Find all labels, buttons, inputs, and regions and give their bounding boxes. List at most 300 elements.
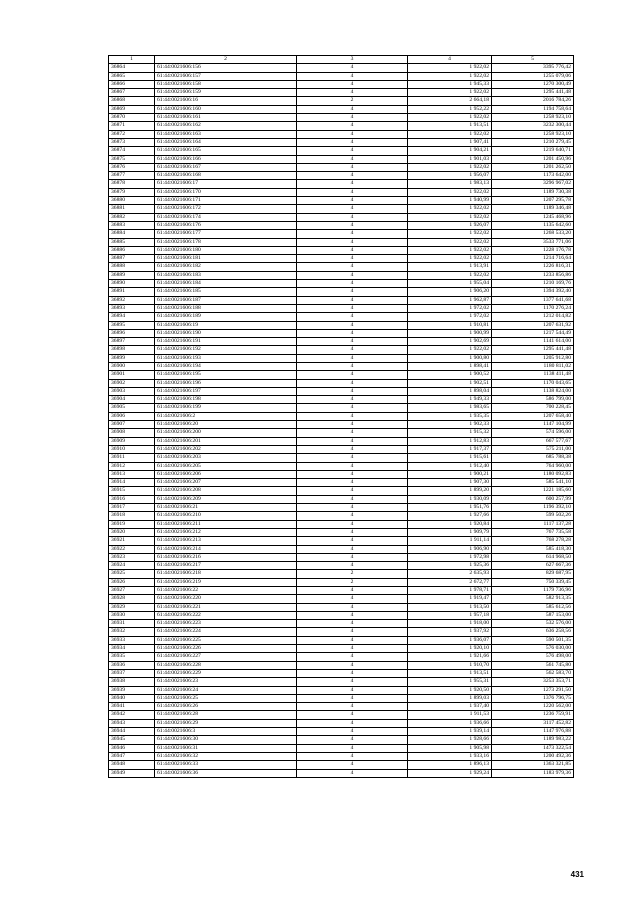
table-cell: 61:44:0021606:31 xyxy=(155,744,297,752)
table-cell: 61:44:0021606:210 xyxy=(155,512,297,520)
table-cell: 61:44:0021606:157 xyxy=(155,72,297,80)
table-header-row xyxy=(109,56,574,64)
table-cell: 4 xyxy=(297,354,408,362)
table-cell: 1 922,02 xyxy=(408,163,492,171)
table-cell: 36881 xyxy=(109,205,155,213)
table-cell: 1 983,13 xyxy=(408,180,492,188)
table-cell: 61:44:0021606:198 xyxy=(155,396,297,404)
table-cell: 36887 xyxy=(109,255,155,263)
table-cell: 1 972,98 xyxy=(408,553,492,561)
table-cell: 61:44:0021606:168 xyxy=(155,172,297,180)
table-cell: 36948 xyxy=(109,761,155,769)
table-cell: 36916 xyxy=(109,495,155,503)
table-cell: 1180 092,83 xyxy=(492,470,574,478)
table-cell: 1236 759,91 xyxy=(492,711,574,719)
table-row xyxy=(109,89,574,97)
table-cell: 700 228,45 xyxy=(492,404,574,412)
table-row xyxy=(109,412,574,420)
table-cell: 1226 816,31 xyxy=(492,263,574,271)
table-cell: 1 922,02 xyxy=(408,230,492,238)
table-cell: 36897 xyxy=(109,338,155,346)
table-cell: 1258 923,10 xyxy=(492,130,574,138)
table-cell: 61:44:0021606:172 xyxy=(155,205,297,213)
table-cell: 61:44:0021606:200 xyxy=(155,429,297,437)
table-row xyxy=(109,172,574,180)
table-cell: 61:44:0021606:24 xyxy=(155,686,297,694)
table-cell: 4 xyxy=(297,636,408,644)
table-cell: 1212 014,82 xyxy=(492,313,574,321)
table-cell: 1 913,50 xyxy=(408,603,492,611)
table-cell: 36870 xyxy=(109,114,155,122)
table-row xyxy=(109,603,574,611)
table-cell: 36947 xyxy=(109,752,155,760)
table-row xyxy=(109,537,574,545)
table-row xyxy=(109,694,574,702)
table-cell: 4 xyxy=(297,122,408,130)
table-row xyxy=(109,545,574,553)
table-cell: 1 951,76 xyxy=(408,504,492,512)
table-cell: 561 745,80 xyxy=(492,661,574,669)
table-cell: 61:44:0021606:178 xyxy=(155,238,297,246)
table-cell: 1207 631,92 xyxy=(492,321,574,329)
table-cell: 61:44:0021606:170 xyxy=(155,188,297,196)
table-cell: 36938 xyxy=(109,678,155,686)
table-row xyxy=(109,437,574,445)
table-cell: 1245 468,96 xyxy=(492,213,574,221)
table-cell: 1 922,02 xyxy=(408,238,492,246)
table-cell: 1228 176,78 xyxy=(492,246,574,254)
table-cell: 4 xyxy=(297,769,408,777)
table-cell: 1258 923,10 xyxy=(492,114,574,122)
page-number: 431 xyxy=(570,870,584,879)
table-cell: 1 920,50 xyxy=(408,686,492,694)
table-cell: 2 xyxy=(297,578,408,586)
table-cell: 1 915,32 xyxy=(408,429,492,437)
table-row xyxy=(109,562,574,570)
table-cell: 36879 xyxy=(109,188,155,196)
table-cell: 1179 736,96 xyxy=(492,587,574,595)
table-row xyxy=(109,487,574,495)
table-cell: 1 922,02 xyxy=(408,188,492,196)
table-cell: 61:44:0021606:220 xyxy=(155,595,297,603)
table-cell: 2 xyxy=(297,97,408,105)
table-cell: 61:44:0021606:214 xyxy=(155,545,297,553)
table-cell: 36889 xyxy=(109,271,155,279)
table-cell: 61:44:0021606:32 xyxy=(155,752,297,760)
table-cell: 586 799,00 xyxy=(492,396,574,404)
table-cell: 4 xyxy=(297,313,408,321)
table-cell: 1 935,35 xyxy=(408,412,492,420)
table-cell: 61:44:0021606:192 xyxy=(155,346,297,354)
table-cell: 36943 xyxy=(109,719,155,727)
table-cell: 1 910,70 xyxy=(408,661,492,669)
table-cell: 61:44:0021606:218 xyxy=(155,570,297,578)
table-cell: 61:44:0021606:222 xyxy=(155,611,297,619)
table-cell: 1 939,14 xyxy=(408,728,492,736)
table-cell: 61:44:0021606:213 xyxy=(155,537,297,545)
table-cell: 1 922,02 xyxy=(408,271,492,279)
table-cell: 1 921,66 xyxy=(408,653,492,661)
table-cell: 767 735,58 xyxy=(492,528,574,536)
table-row xyxy=(109,221,574,229)
table-cell: 61:44:0021606:171 xyxy=(155,197,297,205)
table-cell: 4 xyxy=(297,528,408,536)
table-cell: 1194 758,64 xyxy=(492,105,574,113)
table-cell: 587 153,00 xyxy=(492,611,574,619)
table-row xyxy=(109,520,574,528)
table-cell: 4 xyxy=(297,346,408,354)
table-cell: 61:44:0021606:156 xyxy=(155,64,297,72)
table-cell: 1 955,31 xyxy=(408,678,492,686)
table-cell: 764 960,00 xyxy=(492,462,574,470)
table-cell: 1 899,03 xyxy=(408,694,492,702)
table-cell: 36918 xyxy=(109,512,155,520)
table-cell: 1117 137,28 xyxy=(492,520,574,528)
table-row xyxy=(109,470,574,478)
table-cell: 4 xyxy=(297,362,408,370)
table-cell: 1473 322,54 xyxy=(492,744,574,752)
table-row xyxy=(109,736,574,744)
table-cell: 4 xyxy=(297,512,408,520)
table-cell: 36872 xyxy=(109,130,155,138)
table-row xyxy=(109,636,574,644)
table-cell: 36937 xyxy=(109,669,155,677)
table-cell: 1170 043,65 xyxy=(492,379,574,387)
table-cell: 1147 104,99 xyxy=(492,421,574,429)
table-cell: 1219 640,71 xyxy=(492,147,574,155)
table-cell: 4 xyxy=(297,238,408,246)
table-cell: 4 xyxy=(297,537,408,545)
table-cell: 3533 771,06 xyxy=(492,238,574,246)
table-cell: 1 906,20 xyxy=(408,288,492,296)
table-cell: 4 xyxy=(297,329,408,337)
table-row xyxy=(109,97,574,105)
table-cell: 1 925,36 xyxy=(408,562,492,570)
table-row xyxy=(109,421,574,429)
table-cell: 61:44:0021606:29 xyxy=(155,719,297,727)
table-cell: 1295 441,48 xyxy=(492,89,574,97)
table-cell: 4 xyxy=(297,711,408,719)
table-cell: 4 xyxy=(297,263,408,271)
table-cell: 36929 xyxy=(109,603,155,611)
table-cell: 36876 xyxy=(109,163,155,171)
table-cell: 4 xyxy=(297,396,408,404)
table-cell: 4 xyxy=(297,744,408,752)
table-cell: 4 xyxy=(297,105,408,113)
table-cell: 599 502,26 xyxy=(492,512,574,520)
table-cell: 61:44:0021606:194 xyxy=(155,362,297,370)
table-cell: 1 937,92 xyxy=(408,628,492,636)
table-cell: 1 896,13 xyxy=(408,761,492,769)
table-cell: 4 xyxy=(297,147,408,155)
table-cell: 4 xyxy=(297,172,408,180)
table-cell: 36886 xyxy=(109,246,155,254)
table-cell: 61:44:0021606:184 xyxy=(155,280,297,288)
table-cell: 4 xyxy=(297,545,408,553)
table-cell: 4 xyxy=(297,412,408,420)
table-cell: 36940 xyxy=(109,694,155,702)
table-cell: 582 913,35 xyxy=(492,595,574,603)
table-cell: 1 918,00 xyxy=(408,620,492,628)
table-cell: 4 xyxy=(297,628,408,636)
table-cell: 61:44:0021606:26 xyxy=(155,703,297,711)
table-row xyxy=(109,346,574,354)
table-row xyxy=(109,155,574,163)
table-cell: 3296 967,02 xyxy=(492,180,574,188)
table-row xyxy=(109,180,574,188)
table-cell: 1 900,21 xyxy=(408,470,492,478)
table-cell: 4 xyxy=(297,686,408,694)
table-cell: 36935 xyxy=(109,653,155,661)
table-cell: 36901 xyxy=(109,371,155,379)
table-cell: 36873 xyxy=(109,138,155,146)
table-cell: 4 xyxy=(297,80,408,88)
table-cell: 1 922,02 xyxy=(408,246,492,254)
table-cell: 36909 xyxy=(109,437,155,445)
table-cell: 36910 xyxy=(109,445,155,453)
table-cell: 4 xyxy=(297,520,408,528)
table-cell: 61:44:0021606:189 xyxy=(155,313,297,321)
table-cell: 1 962,87 xyxy=(408,296,492,304)
table-cell: 1141 614,00 xyxy=(492,338,574,346)
table-cell: 61:44:0021606:211 xyxy=(155,520,297,528)
table-cell: 1 907,41 xyxy=(408,138,492,146)
table-cell: 61:44:0021606:187 xyxy=(155,296,297,304)
table-cell: 1273 291,50 xyxy=(492,686,574,694)
table-cell: 4 xyxy=(297,255,408,263)
table-cell: 4 xyxy=(297,72,408,80)
table-cell: 1 922,02 xyxy=(408,89,492,97)
table-cell: 1147 976,88 xyxy=(492,728,574,736)
table-cell: 4 xyxy=(297,421,408,429)
table-cell: 61:44:0021606:197 xyxy=(155,387,297,395)
table-cell: 4 xyxy=(297,719,408,727)
table-cell: 61:44:0021606:229 xyxy=(155,669,297,677)
table-cell: 4 xyxy=(297,197,408,205)
table-cell: 4 xyxy=(297,479,408,487)
table-cell: 532 576,00 xyxy=(492,620,574,628)
table-row xyxy=(109,611,574,619)
table-cell: 1 899,20 xyxy=(408,487,492,495)
header-cell: 3 xyxy=(297,56,408,64)
table-cell: 1 922,02 xyxy=(408,114,492,122)
table-cell: 36927 xyxy=(109,587,155,595)
table-cell: 36925 xyxy=(109,570,155,578)
table-cell: 1 928,66 xyxy=(408,736,492,744)
table-cell: 61:44:0021606:163 xyxy=(155,130,297,138)
table-cell: 750 339,45 xyxy=(492,578,574,586)
table-cell: 61:44:0021606:176 xyxy=(155,221,297,229)
table-cell: 61:44:0021606:2 xyxy=(155,412,297,420)
table-cell: 4 xyxy=(297,562,408,570)
table-cell: 61:44:0021606:22 xyxy=(155,587,297,595)
table-cell: 61:44:0021606:16 xyxy=(155,97,297,105)
table-cell: 3395 776,42 xyxy=(492,64,574,72)
table-cell: 4 xyxy=(297,504,408,512)
table-row xyxy=(109,620,574,628)
table-cell: 36928 xyxy=(109,595,155,603)
table-cell: 1 909,79 xyxy=(408,528,492,536)
table-cell: 61:44:0021606:202 xyxy=(155,445,297,453)
table-row xyxy=(109,669,574,677)
table-cell: 614 968,50 xyxy=(492,553,574,561)
table-cell: 61:44:0021606:28 xyxy=(155,711,297,719)
table-cell: 36908 xyxy=(109,429,155,437)
table-cell: 1 898,04 xyxy=(408,387,492,395)
table-cell: 61:44:0021606:219 xyxy=(155,578,297,586)
table-row xyxy=(109,313,574,321)
table-cell: 1 929,24 xyxy=(408,769,492,777)
table-cell: 36946 xyxy=(109,744,155,752)
table-cell: 4 xyxy=(297,280,408,288)
table-cell: 1135 642,60 xyxy=(492,221,574,229)
table-cell: 4 xyxy=(297,371,408,379)
table-cell: 1255 079,06 xyxy=(492,72,574,80)
table-cell: 36896 xyxy=(109,329,155,337)
table-row xyxy=(109,454,574,462)
table-row xyxy=(109,296,574,304)
table-row xyxy=(109,255,574,263)
table-cell: 1183 979,36 xyxy=(492,769,574,777)
table-row xyxy=(109,578,574,586)
table-cell: 1 919,47 xyxy=(408,595,492,603)
table-cell: 61:44:0021606:30 xyxy=(155,736,297,744)
table-cell: 61:44:0021606:20 xyxy=(155,421,297,429)
table-row xyxy=(109,80,574,88)
table-cell: 4 xyxy=(297,437,408,445)
table-cell: 36906 xyxy=(109,412,155,420)
table-cell: 36931 xyxy=(109,620,155,628)
table-cell: 4 xyxy=(297,304,408,312)
table-cell: 61:44:0021606:164 xyxy=(155,138,297,146)
table-row xyxy=(109,628,574,636)
table-cell: 4 xyxy=(297,553,408,561)
table-cell: 1 972,02 xyxy=(408,313,492,321)
table-cell: 1394 392,40 xyxy=(492,288,574,296)
table-cell: 36900 xyxy=(109,362,155,370)
table-cell: 36904 xyxy=(109,396,155,404)
table-cell: 61:44:0021606:188 xyxy=(155,304,297,312)
table-cell: 61:44:0021606:206 xyxy=(155,470,297,478)
table-cell: 4 xyxy=(297,404,408,412)
table-cell: 61:44:0021606:33 xyxy=(155,761,297,769)
table-cell: 4 xyxy=(297,587,408,595)
table-cell: 61:44:0021606:161 xyxy=(155,114,297,122)
table-cell: 1221 185,60 xyxy=(492,487,574,495)
table-cell: 4 xyxy=(297,611,408,619)
table-cell: 61:44:0021606:212 xyxy=(155,528,297,536)
table-cell: 4 xyxy=(297,761,408,769)
table-cell: 36866 xyxy=(109,80,155,88)
table-row xyxy=(109,404,574,412)
table-cell: 1 915,61 xyxy=(408,454,492,462)
table-cell: 4 xyxy=(297,595,408,603)
table-row xyxy=(109,263,574,271)
table-cell: 61:44:0021606:226 xyxy=(155,645,297,653)
table-row xyxy=(109,703,574,711)
table-cell: 1270 300,49 xyxy=(492,80,574,88)
table-cell: 36923 xyxy=(109,553,155,561)
table-cell: 1138 824,00 xyxy=(492,387,574,395)
table-cell: 1 911,14 xyxy=(408,537,492,545)
table-cell: 61:44:0021606:23 xyxy=(155,678,297,686)
table-cell: 4 xyxy=(297,205,408,213)
table-cell: 4 xyxy=(297,163,408,171)
table-row xyxy=(109,304,574,312)
table-cell: 574 596,00 xyxy=(492,429,574,437)
table-cell: 4 xyxy=(297,188,408,196)
table-row xyxy=(109,105,574,113)
table-cell: 1207 658,40 xyxy=(492,412,574,420)
table-cell: 61:44:0021606:3 xyxy=(155,728,297,736)
table-cell: 4 xyxy=(297,221,408,229)
table-row xyxy=(109,504,574,512)
table-cell: 61:44:0021606:208 xyxy=(155,487,297,495)
table-cell: 61:44:0021606:225 xyxy=(155,636,297,644)
table-cell: 1 905,98 xyxy=(408,744,492,752)
table-cell: 3117 452,82 xyxy=(492,719,574,727)
table-cell: 4 xyxy=(297,230,408,238)
table-cell: 2 664,18 xyxy=(408,97,492,105)
table-row xyxy=(109,495,574,503)
table-cell: 1 904,21 xyxy=(408,147,492,155)
table-cell: 61:44:0021606:195 xyxy=(155,371,297,379)
table-row xyxy=(109,553,574,561)
table-cell: 4 xyxy=(297,445,408,453)
table-cell: 1205 912,80 xyxy=(492,354,574,362)
table-cell: 1 940,99 xyxy=(408,197,492,205)
table-cell: 1268 533,20 xyxy=(492,230,574,238)
table-row xyxy=(109,213,574,221)
table-row xyxy=(109,387,574,395)
table-cell: 1173 642,00 xyxy=(492,172,574,180)
table-cell: 2016 784,26 xyxy=(492,97,574,105)
table-cell: 36895 xyxy=(109,321,155,329)
table-cell: 1 937,40 xyxy=(408,703,492,711)
table-cell: 1295 441,48 xyxy=(492,346,574,354)
table-cell: 1 945,33 xyxy=(408,80,492,88)
table-cell: 4 xyxy=(297,470,408,478)
table-cell: 1 922,02 xyxy=(408,205,492,213)
table-cell: 4 xyxy=(297,429,408,437)
table-cell: 61:44:0021606:159 xyxy=(155,89,297,97)
table-cell: 1207 295,78 xyxy=(492,197,574,205)
table-cell: 4 xyxy=(297,669,408,677)
table-row xyxy=(109,230,574,238)
table-row xyxy=(109,147,574,155)
table-cell: 36941 xyxy=(109,703,155,711)
table-cell: 627 667,36 xyxy=(492,562,574,570)
table-cell: 1 957,18 xyxy=(408,611,492,619)
table-cell: 575 211,00 xyxy=(492,445,574,453)
table-row xyxy=(109,661,574,669)
table-cell: 36875 xyxy=(109,155,155,163)
table-cell: 61:44:0021606:203 xyxy=(155,454,297,462)
table-cell: 1138 411,48 xyxy=(492,371,574,379)
table-cell: 4 xyxy=(297,645,408,653)
table-cell: 4 xyxy=(297,487,408,495)
table-cell: 4 xyxy=(297,89,408,97)
table-cell: 61:44:0021606:166 xyxy=(155,155,297,163)
table-cell: 36936 xyxy=(109,661,155,669)
table-cell: 36864 xyxy=(109,64,155,72)
table-cell: 3232 300,44 xyxy=(492,122,574,130)
table-cell: 1 956,07 xyxy=(408,172,492,180)
table-cell: 36903 xyxy=(109,387,155,395)
table-cell: 36868 xyxy=(109,97,155,105)
table-cell: 36934 xyxy=(109,645,155,653)
table-cell: 1363 321,85 xyxy=(492,761,574,769)
